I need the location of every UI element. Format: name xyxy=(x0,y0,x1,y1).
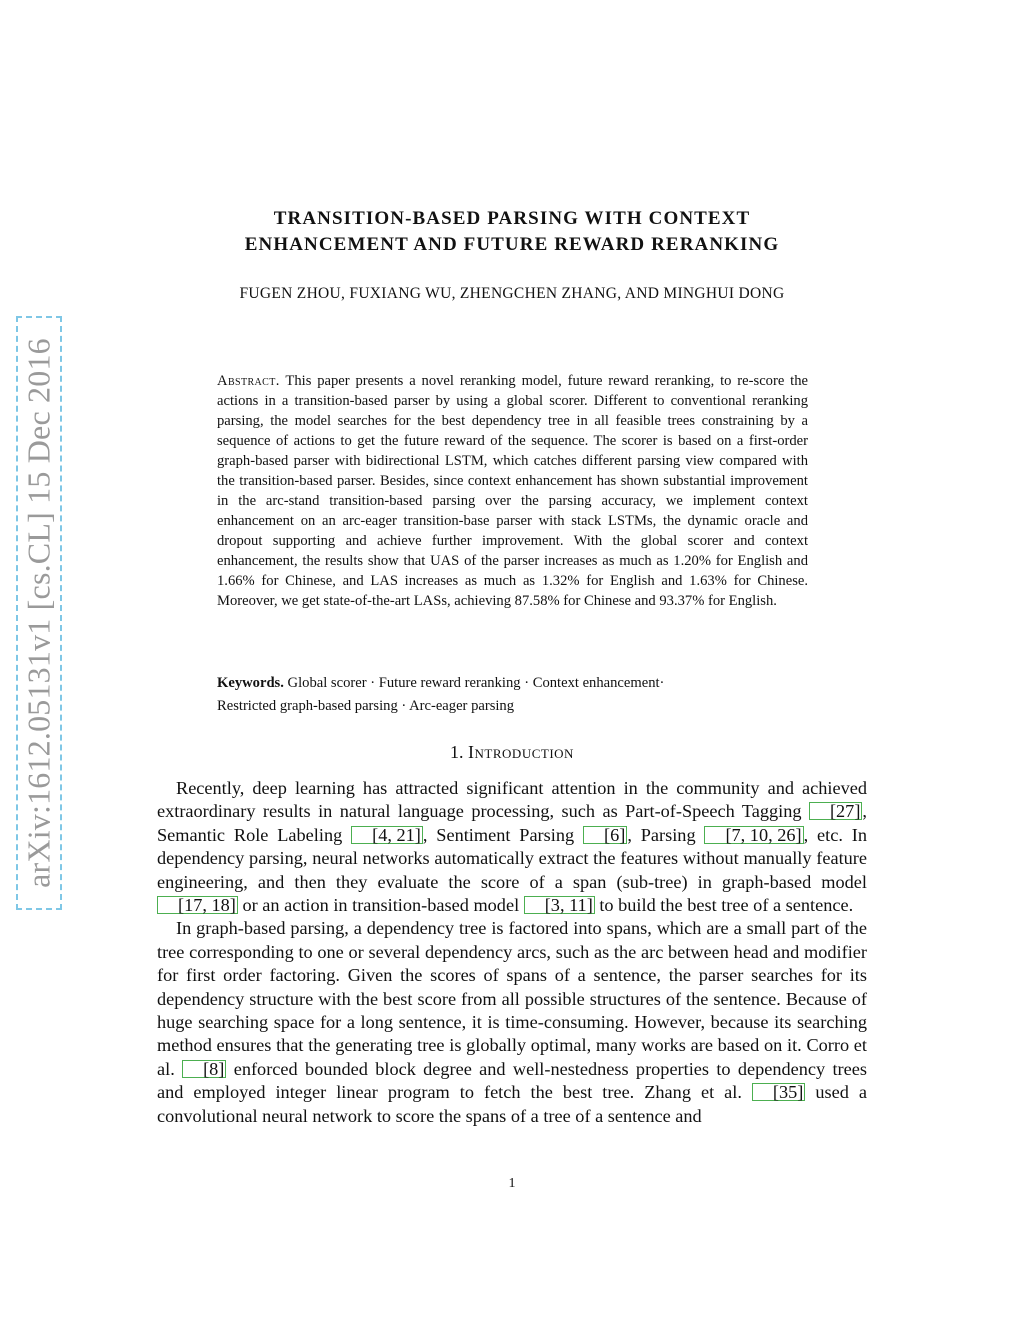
citation-link[interactable]: [27] xyxy=(809,802,862,820)
paragraph-text: In graph-based parsing, a dependency tree is factored into spans, which are a small part of the tree corresponding to one or several dependency arcs, such as the arc between head and modifier for first order factoring. Given the scores of spans of a sentence, the parser searches for its dependency structure with the best score from all possible structures of the sentence. Because of huge searching space for a long sentence, it is time-consuming. However, because its searching method ensures that the generating tree is globally optimal, many works are based on it. Corro et al. xyxy=(157,918,867,1079)
paragraph-text: or an action in transition-based model xyxy=(237,895,524,916)
paragraph-text: , etc. In dependency parsing, neural networks automatically extract the features without manually feature engineering, and then they evaluate the score of a span (sub-tree) in graph-based model xyxy=(157,824,867,892)
section-title: Introduction xyxy=(468,742,574,762)
arxiv-identifier-text: arXiv:1612.05131v1 [cs.CL] 15 Dec 2016 xyxy=(20,338,57,888)
citation-link[interactable]: [8] xyxy=(182,1060,226,1078)
keywords-heading: Keywords. xyxy=(217,675,284,691)
paper-title xyxy=(150,206,874,258)
paragraph-1 xyxy=(157,777,867,917)
paragraph-text: Recently, deep learning has attracted significant attention in the community and achieved extraordinary results in natural language processing, such as Part-of-Speech Tagging xyxy=(157,778,867,822)
paragraph-text: to build the best tree of a sentence. xyxy=(594,895,854,916)
introduction-body xyxy=(157,777,867,1128)
citation-link[interactable]: [17, 18] xyxy=(157,896,238,914)
keywords-line-2: Restricted graph-based parsing · Arc-eager parsing xyxy=(217,698,515,714)
abstract-text: This paper presents a novel reranking model, future reward reranking, to re-score the actions in a transition-based parser by using a global scorer. Different to conventional reranking parsing, the model searches for the best dependency tree in all feasible trees constraining by a sequence of actions to get the future reward of the sequence. The scorer is based on a first-order graph-based parser with bidirectional LSTM, which catches different parsing view compared with the transition-based parser. Besides, since context enhancement has shown substantial improvement in the arc-stand transition-based parsing over the parsing accuracy, we implement context enhancement on an arc-eager transition-base parser with stack LSTMs, the dynamic oracle and dropout supporting and achieve further improvement. With the global scorer and context enhancement, the results show that UAS of the parser increases as much as 1.20% for English and 1.66% for Chinese, and LAS increases as much as 1.32% for English and 1.63% for Chinese. Moreover, we get state-of-the-art LASs, achieving 87.58% for Chinese and 93.37% for English. xyxy=(217,373,808,609)
paper-title-line-2: ENHANCEMENT AND FUTURE REWARD RERANKING xyxy=(244,234,780,255)
keywords-block xyxy=(217,672,808,718)
citation-link[interactable]: [7, 10, 26] xyxy=(704,826,803,844)
abstract-heading: Abstract. xyxy=(217,373,280,389)
paragraph-text: , Semantic Role Labeling xyxy=(157,801,867,845)
arxiv-identifier-stamp[interactable] xyxy=(16,316,62,910)
page-number: 1 xyxy=(508,1176,516,1191)
author-list: FUGEN ZHOU, FUXIANG WU, ZHENGCHEN ZHANG, AND MINGHUI DONG xyxy=(239,285,785,302)
section-heading-introduction xyxy=(150,742,874,763)
citation-link[interactable]: [3, 11] xyxy=(524,896,595,914)
paper-title-line-1: TRANSITION-BASED PARSING WITH CONTEXT xyxy=(273,208,751,229)
citation-link[interactable]: [35] xyxy=(752,1083,805,1101)
citation-link[interactable]: [4, 21] xyxy=(351,826,423,844)
paragraph-text: , Sentiment Parsing xyxy=(422,824,583,845)
keywords-line-1: Global scorer · Future reward reranking · Context enhancement· xyxy=(287,675,665,691)
abstract-block xyxy=(217,371,808,611)
paragraph-text: enforced bounded block degree and well-nestedness properties to dependency trees and employed integer linear program to fetch the best tree. Zhang et al. xyxy=(157,1058,867,1103)
section-number: 1. xyxy=(450,742,464,762)
paragraph-2 xyxy=(157,917,867,1128)
paragraph-text: used a convolutional neural network to score the spans of a tree of a sentence and xyxy=(157,1082,867,1126)
citation-link[interactable]: [6] xyxy=(583,826,627,844)
paragraph-text: , Parsing xyxy=(627,824,705,845)
